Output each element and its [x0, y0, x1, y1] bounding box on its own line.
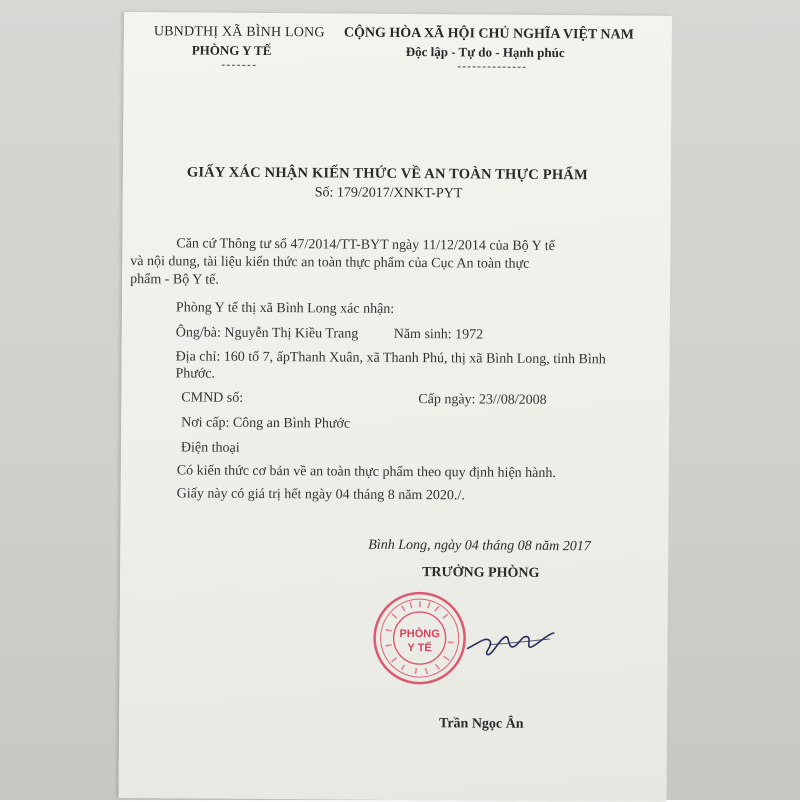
phone-label: Điện thoại: [181, 440, 240, 456]
id-issue-date: Cấp ngày: 23//08/2008: [418, 392, 546, 409]
header-left-divider: [222, 65, 256, 66]
holder-birth-year: Năm sinh: 1972: [394, 327, 484, 344]
handwritten-signature: [465, 614, 555, 665]
seal-text-line-2: Y TẾ: [407, 641, 431, 654]
seal-text-line-1: PHÒNG: [399, 627, 439, 640]
signer-role: TRƯỞNG PHÒNG: [422, 565, 539, 582]
holder-name: Ông/bà: Nguyễn Thị Kiều Trang: [176, 325, 359, 342]
document-number: Số: 179/2017/XNKT-PYT: [315, 185, 463, 202]
legal-basis-line-3: phẩm - Bộ Y tế.: [130, 272, 219, 289]
confirmation-statement: Phòng Y tế thị xã Bình Long xác nhận:: [176, 300, 394, 318]
signer-name: Trần Ngọc Ân: [439, 716, 524, 733]
issuing-authority: UBNDTHỊ XÃ BÌNH LONG: [154, 24, 325, 41]
validity-statement: Giấy này có giá trị hết ngày 04 tháng 8 năm 2020./.: [177, 486, 465, 504]
official-seal-stamp: [371, 590, 468, 687]
issuing-department: PHÒNG Y TẾ: [192, 42, 272, 59]
legal-basis-line-1: Căn cứ Thông tư số 47/2014/TT-BYT ngày 11/12/2014 của Bộ Y tế: [176, 236, 555, 255]
header-right-divider: [458, 66, 526, 67]
holder-address-line-1: Địa chỉ: 160 tổ 7, ấpThanh Xuân, xã Thanh Phú, thị xã Bình Long, tỉnh Bình: [176, 349, 606, 368]
national-title: CỘNG HÒA XÃ HỘI CHỦ NGHĨA VIỆT NAM: [344, 26, 634, 44]
id-issue-place: Nơi cấp: Công an Bình Phước: [181, 415, 350, 432]
national-motto: Độc lập - Tự do - Hạnh phúc: [406, 44, 565, 61]
id-number-label: CMND số:: [181, 390, 243, 406]
document-title: GIẤY XÁC NHẬN KIẾN THỨC VỀ AN TOÀN THỰC PHẨM: [187, 164, 588, 184]
document-page: [119, 12, 672, 802]
signing-date-place: Bình Long, ngày 04 tháng 08 năm 2017: [368, 538, 591, 556]
legal-basis-line-2: và nội dung, tài liệu kiến thức an toàn thực phẩm của Cục An toàn thực: [130, 254, 529, 273]
knowledge-statement: Có kiến thức cơ bản về an toàn thực phẩm theo quy định hiện hành.: [177, 463, 556, 482]
holder-address-line-2: Phước.: [175, 366, 215, 382]
